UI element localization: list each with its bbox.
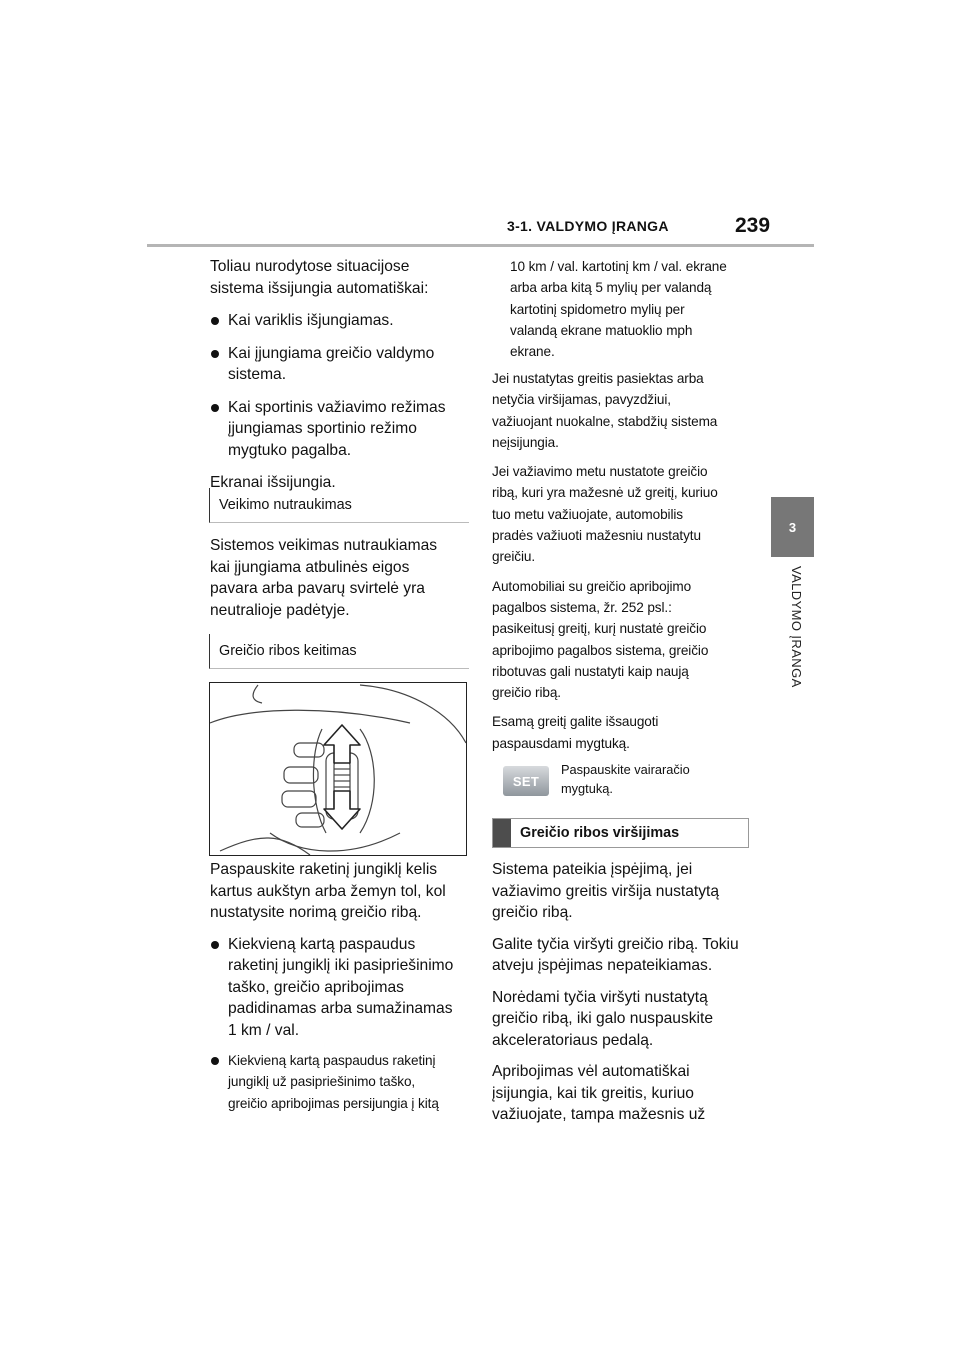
text-line: kartotinį spidometro mylių per <box>510 301 685 317</box>
text-line: raketinį jungiklį iki pasipriešinimo <box>228 957 454 974</box>
text-line: Paspauskite raketinį jungiklį kelis <box>210 861 438 878</box>
page-number: 239 <box>735 214 771 237</box>
right-paragraphs <box>492 368 757 754</box>
text-line: sistema išsijungia automatiškai: <box>210 279 429 297</box>
bullet-item <box>210 343 470 386</box>
text-line: Kai įjungiama greičio valdymo <box>228 344 435 362</box>
text-line: nustatysite norimą greičio ribą. <box>210 904 422 921</box>
text-line: valandą ekrane matuoklio mph <box>510 322 693 338</box>
text-line: pavara arba pavarų svirtelė yra <box>210 580 425 597</box>
text-line: įsijungia, kai tik greitis, kuriuo <box>492 1084 694 1102</box>
text-line: padidinamas arba sumažinamas <box>228 1000 453 1017</box>
text-line: Sistemos veikimas nutraukiamas <box>210 537 438 554</box>
text-line: atveju įspėjimas nepateikiamas. <box>492 957 713 974</box>
text-line: greičio apribojimas persijungia į kitą <box>228 1095 439 1111</box>
set-button-icon <box>503 766 549 796</box>
text-line: Esamą greitį galite išsaugoti <box>492 714 659 730</box>
text-line: pasikeitusį greitį, kurį nustatė greičio <box>492 621 707 637</box>
text-line: netyčia viršijamas, pavyzdžiui, <box>492 392 671 408</box>
text-line: Paspauskite vairaračio <box>561 762 690 777</box>
text-line: Kiekvieną kartą paspaudus <box>228 935 416 953</box>
bullet-item <box>210 397 470 462</box>
text-line: pagalbos sistema, žr. 252 psl.: <box>492 599 672 615</box>
chapter-tab <box>771 497 814 557</box>
subheading-text: Greičio ribos keitimas <box>219 643 357 659</box>
text-line: tuo metu važiuojate, automobilis <box>492 506 683 522</box>
text-line: važiavimo greitis viršija nustatytą <box>492 882 720 900</box>
running-header-section: 3-1. VALDYMO ĮRANGA <box>507 218 669 234</box>
text-line: Jei nustatytas greitis pasiektas arba <box>492 371 704 386</box>
text-line: Galite tyčia viršyti greičio ribą. Tokiu <box>492 935 739 953</box>
left-column-top <box>210 256 470 494</box>
text-line: Kiekvieną kartą paspaudus raketinį <box>228 1053 436 1068</box>
text-line: greičio ribą. <box>492 904 573 921</box>
text-line: akceleratoriaus pedalą. <box>492 1031 654 1049</box>
text-line: greičiu. <box>492 549 536 565</box>
text-line: Apribojimas vėl automatiškai <box>492 1063 690 1080</box>
bullet-continuation <box>510 256 760 362</box>
section-heading: Greičio ribos viršijimas <box>520 825 680 841</box>
text-line: Kai variklis išjungiamas. <box>228 312 394 329</box>
abort-paragraph <box>210 535 470 621</box>
text-line: mygtuką. <box>561 781 613 796</box>
text-line: ribotuvas gali nustatyti kaip naują <box>492 663 689 679</box>
text-line: greičio ribą. <box>492 685 561 701</box>
set-button-label: SET <box>512 773 540 789</box>
bullet-item <box>210 1050 475 1114</box>
steering-switch-drawing <box>210 683 467 856</box>
warning-paragraphs <box>492 859 757 1126</box>
text-line: taško, greičio apribojimas <box>228 978 404 996</box>
chapter-number: 3 <box>788 519 797 535</box>
text-line: kartus aukštyn arba žemyn tol, kol <box>210 882 446 900</box>
text-line: važiuojate, tampa mažesnis už <box>492 1106 706 1123</box>
text-line: ekrane. <box>510 344 555 360</box>
text-line: apribojimo pagalbos sistema, greičio <box>492 642 709 658</box>
subheading-abort <box>209 488 469 523</box>
text-line: Toliau nurodytose situacijose <box>210 258 410 275</box>
text-line: kai įjungiama atbulinės eigos <box>210 558 410 576</box>
text-line: Sistema pateikia įspėjimą, jei <box>492 861 693 878</box>
text-line: greičio ribą, iki galo nuspauskite <box>492 1010 714 1027</box>
press-paragraph <box>210 859 475 1041</box>
subheading-text: Veikimo nutraukimas <box>219 497 352 513</box>
subheading-change <box>209 634 469 669</box>
text-line: Automobiliai su greičio apribojimo <box>492 578 692 594</box>
text-line: 1 km / val. <box>228 1021 300 1039</box>
chapter-side-label-text: VALDYMO ĮRANGA <box>789 566 804 688</box>
text-line: Jei važiavimo metu nustatote greičio <box>492 464 708 480</box>
section-heading-box <box>492 818 749 848</box>
text-line: jungiklį už pasipriešinimo taško, <box>228 1074 416 1090</box>
text-line: Norėdami tyčia viršyti nustatytą <box>492 988 708 1006</box>
text-line: paspausdami mygtuką. <box>492 735 630 751</box>
section-marker <box>493 819 511 847</box>
text-line: pradės važiuoti mažesniu nustatytu <box>492 528 701 544</box>
text-line: ribą, kuri yra mažesnė už greitį, kuriuo <box>492 485 718 501</box>
steering-switch-illustration <box>209 682 467 856</box>
text-line: neįsijungia. <box>492 434 559 450</box>
bullet-item <box>210 934 475 1042</box>
set-button-note <box>561 760 751 798</box>
chapter-side-label <box>778 566 808 716</box>
text-line: Ekranai išsijungia. <box>210 474 336 491</box>
bullet-item <box>210 310 470 332</box>
text-line: arba arba kitą 5 mylių per valandą <box>510 280 712 296</box>
text-line: įjungiamas sportinio režimo <box>228 420 417 437</box>
text-line: sistema. <box>228 366 287 383</box>
text-line: 10 km / val. kartotinį km / val. ekrane <box>510 259 727 274</box>
text-line: mygtuko pagalba. <box>228 441 352 459</box>
text-line: Kai sportinis važiavimo režimas <box>228 398 446 416</box>
text-line: važiuojant nuokalne, stabdžių sistema <box>492 413 718 429</box>
header-rule <box>147 244 814 247</box>
text-line: neutralioje padėtyje. <box>210 601 350 619</box>
